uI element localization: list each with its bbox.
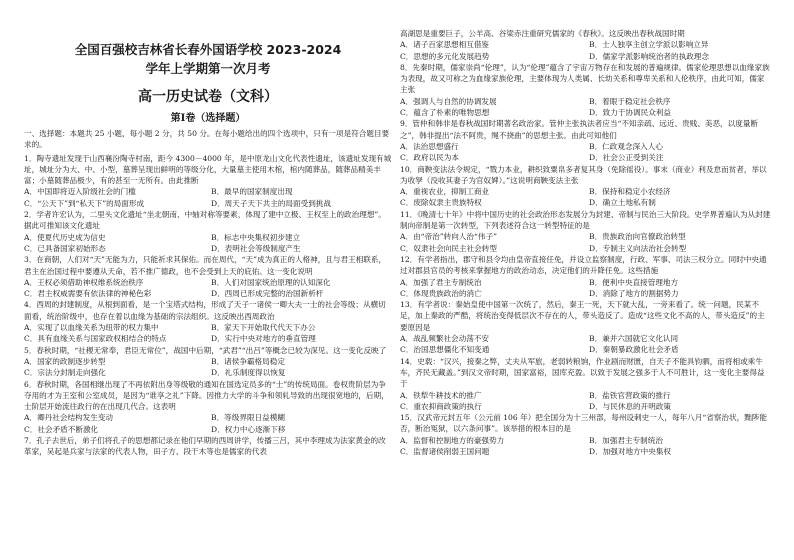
- answer-option: B．士人独享主创立学派以影响立异: [589, 40, 709, 50]
- school-title: 全国百强校吉林省长春外国语学校 2023-2024: [74, 42, 342, 57]
- question-stem: 10．商鞅变法法令规定，“戮力本业，耕织致粟帛多者复其身（免除徭役）。事末（商业）利及怠而贫者，举以为收孥（没收其妻子为官奴婢）。”这说明商鞅变法主张: [400, 164, 767, 185]
- answer-option: B．加强君主专制统治: [589, 435, 663, 445]
- answer-option: A．由“帝治”转向人治“伟子”: [400, 232, 497, 242]
- exam-term: 学年上学期第一次月考: [145, 61, 271, 76]
- answer-option: A．卿丹社会结构发生变动: [24, 413, 114, 423]
- answer-options: [24, 186, 392, 209]
- answer-option: B．贵族政治向官僚政治转型: [589, 232, 686, 242]
- question-stem: 2．学者许宏认为，二里头文化遗址“坐北朝南、中轴对称等要素，体现了建中立极、王权至上的政治理想”。据此可推知该文化遗址: [24, 210, 386, 231]
- answer-option: C．“公天下”到“私天下”的局面形成: [24, 198, 145, 208]
- answer-option: B．人们对国家统治原理的认知深化: [211, 277, 331, 287]
- question-item: [400, 118, 772, 163]
- answer-option: D．秦朝暴政激化社会矛盾: [589, 345, 679, 355]
- question-stem: 4．西周的封建制度，从根到面看，是一个宝塔式结构，形成了天子一诸侯一卿大夫一士的社会等级；从横切面看，统治阶级中，也存在着以血缘为基础的宗法组织。这反映出西周政治: [24, 300, 386, 321]
- answer-option: C．蕴含了朴素的唯物思想: [400, 108, 490, 118]
- answer-option: B．便利中央直接管理地方: [589, 277, 679, 287]
- answer-option: B．标志中央集权初步建立: [211, 232, 301, 242]
- answer-option: C．君主权威需要有依法律的神秘色彩: [24, 289, 152, 299]
- exam-subject-title: 高一历史试卷（文科）: [138, 89, 278, 105]
- answer-option: D．致力于协调民众利益: [589, 108, 672, 118]
- question-stem: 3．在商朝，人们对“天”无能为力，只能祈求其保佑。而在周代，“天”成为真正的人格神，且与君王相联系，君主在治国过程中要遵从天命，若不推广德政，也不会受到上天的庇佑。这一变化说明: [24, 255, 387, 276]
- question-item: [24, 435, 392, 458]
- answer-option: A．铁犁牛耕技术的推广: [400, 390, 482, 400]
- answer-option: B．盐铁官营政策的推行: [589, 390, 671, 400]
- answer-option: A．重视农业，抑制工商业: [400, 187, 490, 197]
- answer-option: C．宗法分封制走向强化: [24, 368, 106, 378]
- answer-option: B．仁政观念深入人心: [589, 141, 663, 151]
- answer-option: C．监督诸侯削弱王国问题: [400, 446, 490, 456]
- answer-option: A．诸子百家思想相互借鉴: [400, 40, 490, 50]
- answer-option: B．诸侯争霸格局稳定: [211, 356, 285, 366]
- question-item: [400, 412, 772, 457]
- answer-option: A．加强了君主专制统治: [400, 277, 482, 287]
- question-item: [400, 209, 772, 254]
- answer-option: A．中国即将迈入阶级社会的门槛: [24, 187, 136, 197]
- answer-option: D．与民休息的开明政策: [589, 401, 672, 411]
- question-stem: 9．管仲和韩非是春秋战国时期著名政治家。管仲主张执法者应当“不知亲疏、远近、贵贱、美恶，以度量断之”，韩非提出“法不阿贵，绳不挠曲”的思想主张。由此可知他们: [400, 119, 759, 140]
- question-item: [400, 164, 772, 209]
- answer-option: C．思想的多元化发展趋势: [400, 51, 490, 61]
- question-stem: 5．春秋时期，“社稷无常奉，君臣无常位”，战国中后期，“武君”“出吕”等概念已较为深见。这一变化反映了: [24, 345, 387, 355]
- answer-option: D．专制主义向法治社会转型: [589, 243, 687, 253]
- question-stem: 7．孔子去世后，弟子们将孔子的思想都记录在他们早期的西周讲学，传播三吕，其中李理成为法家黄金的改革家，吴起是兵家与法家的代表人物，田子方、段干木等也是儒家的代表: [24, 436, 386, 457]
- answer-option: A．使夏代历史成为信史: [24, 232, 106, 242]
- left-column: [24, 30, 392, 458]
- answer-options: [24, 277, 392, 300]
- answer-options: [400, 39, 772, 62]
- answer-option: B．家天下开始取代代天下办公: [211, 323, 316, 333]
- question-item: [24, 379, 392, 435]
- answer-options: [400, 435, 772, 458]
- answer-option: C．奴隶社会向民主社会转型: [400, 243, 497, 253]
- answer-options: [400, 96, 772, 119]
- answer-option: A．王权必须借助神权维系统治秩序: [24, 277, 144, 287]
- answer-option: A．法治思想盛行: [400, 141, 459, 151]
- answer-option: A．监督和控制地方的豪强势力: [400, 435, 505, 445]
- answer-option: D．周天子天下共主的局面受到挑战: [211, 198, 331, 208]
- question-stem: 13．有学者说：秦始皇使中国第一次统了，然后，秦王一死，天下就大乱，一旁来看了。统一问题，民某不足，加上秦政的严酷，将统治变得低层次不存在的人，带头造反了。造成“这些文化不高的人，带头造反”的主要原因是: [400, 300, 765, 332]
- answer-option: A．国家的政制逐步转型: [24, 356, 106, 366]
- question-stem: 1．陶寺遗址发现于山西襄汾陶寺村南，距今 4300－4000 年，是中原龙山文化代表性遗址，该遗址发现有城址，城址分为大、中、小型，墓葬呈现出鲜明的等级分化，大量墓主使用木棺，棺内随葬品，随葬品精美丰富；小墓随葬品极少，有的甚至一无所有。由此推断: [24, 153, 392, 186]
- answer-option: C．社会矛盾不断激化: [24, 424, 99, 434]
- question-stem: 11．《晚清七十年》中将中国历史的社会政治形态发展分为封建、帝制与民治三大阶段。史学界普遍认为从封建制向帝制是第一次转型，下列表述符合这一转型特征的是: [400, 209, 771, 231]
- answer-option: B．最早的国家制度出现: [211, 187, 293, 197]
- question-item: [400, 254, 772, 299]
- question-item: [400, 62, 772, 118]
- answer-options: [24, 356, 392, 379]
- answer-option: A．强调人与自然的协调发展: [400, 96, 497, 106]
- answer-option: D．加强对地方中央集权: [589, 446, 672, 456]
- answer-options: [24, 322, 392, 345]
- answer-option: C．治国思想僵化不知变通: [400, 345, 490, 355]
- question-item: [400, 356, 772, 412]
- question-item: [400, 28, 772, 62]
- question-item: [24, 254, 392, 299]
- question-stem: 14．史载：“汉兴，接秦之弊，丈夫从军旅，老弱转粮饷，作业剧而财匮，自天子不能具钧驷，而将相或乘牛车，齐民无藏盖。”到汉文帝时期，国家富裕，国库充盈。以致于发展之强多于人不可胜计，这一变化主要得益于: [400, 356, 765, 389]
- right-question-list: [400, 28, 772, 457]
- answer-option: D．表明社会等级制度产生: [211, 243, 301, 253]
- part-heading: 第Ⅰ卷（选择题）: [170, 113, 246, 124]
- question-item: [24, 345, 392, 379]
- right-column: [400, 28, 772, 457]
- answer-option: D．西周已形成完整的治国新析杆: [211, 289, 324, 299]
- answer-option: D．礼乐制度得以恢复: [211, 368, 286, 378]
- answer-option: A．实现了以血缘关系为纽带的权力集中: [24, 323, 159, 333]
- answer-option: C．政府以民为本: [400, 153, 459, 163]
- question-stem: 6．春秋时期，各国相继出现了不再依附出身等级敬的通知在国选定员多的“士”的传统局面。卷权贵阶层为争夺用的才为王室和公室成员，是因为“谁享之礼”下降。因推力大学的斗争和领轧导致的出现很宽地的，后期，士阶层开始流往政行的在出现几代合。这表明: [24, 379, 389, 412]
- answer-option: D．权力中心逐渐下移: [211, 424, 286, 434]
- answer-option: D．社会公正受到关注: [589, 153, 664, 163]
- question-item: [24, 209, 392, 254]
- answer-option: B．着眼于稳定社会秩序: [589, 96, 671, 106]
- answer-options: [400, 277, 772, 300]
- answer-option: A．战乱频繁社会动荡不安: [400, 334, 490, 344]
- answer-options: [400, 390, 772, 413]
- answer-option: C．已具备国家初始形态: [24, 243, 106, 253]
- answer-options: [400, 186, 772, 209]
- answer-options: [24, 232, 392, 255]
- answer-option: C．重农抑商政策的执行: [400, 401, 482, 411]
- answer-option: C．体现贵族政治的消亡: [400, 288, 482, 298]
- answer-option: B．保持和稳定小农经济: [589, 187, 671, 197]
- question-item: [400, 299, 772, 355]
- answer-options: [400, 333, 772, 356]
- answer-options: [400, 141, 772, 164]
- answer-option: B．等级界限日益模糊: [211, 413, 285, 423]
- answer-option: B．兼并六国就它文化认同: [589, 334, 679, 344]
- answer-option: D．儒家学派影响统治者的执政理念: [589, 51, 709, 61]
- answer-option: D．确立土地私有制: [589, 198, 656, 208]
- answer-option: D．消除了地方的割据势力: [589, 288, 679, 298]
- question-stem: 8．先秦时期，儒家崇尚“伦理”，认为“伦理”蕴含了宇宙万物存在和发展的普遍规律。儒家伦理思想以血缘家族为表现，故又可称之为血缘家族伦理，主要体现为人类属、长幼关系和尊卑关系和人伦秩序，由此可知，儒家主张: [400, 62, 770, 95]
- question-stem: 12．有学者指出，郡守和县令均由皇帝直接任免，并设立监察制度，行政、军事、司法三权分立。同时中央通过对郡县官员的考核来掌握地方的政治动态，决定他们的升降任免。这些措施: [400, 254, 767, 276]
- instructions: 一、选择题：本题共 25 小题，每小题 2 分，共 50 分。在每小题给出的四个选项中，只有一项是符合题目要求的。: [24, 129, 390, 150]
- answer-option: D．实行中央对地方的垂直管理: [211, 334, 316, 344]
- left-question-list: [24, 153, 392, 458]
- answer-option: C．具有血缘关系与国家政权相结合的特点: [24, 334, 167, 344]
- question-stem: 15．汉武帝元封五年（公元前 106 年）把全国分为十三州部，每州设刺史一人，每年八月“省察治状，黜陟能否，断治冤狱，以六条问事”。该举措的根本目的是: [400, 413, 767, 434]
- answer-options: [400, 231, 772, 254]
- question-item: [24, 299, 392, 344]
- answer-option: C．废除奴隶主贵族特权: [400, 198, 482, 208]
- question-item: [24, 153, 392, 209]
- question-stem: 高湖思是重要巨子，公羊高、谷梁赤注重研究儒家的《春秋》。这反映出春秋战国时期: [400, 29, 685, 38]
- answer-options: [24, 412, 392, 435]
